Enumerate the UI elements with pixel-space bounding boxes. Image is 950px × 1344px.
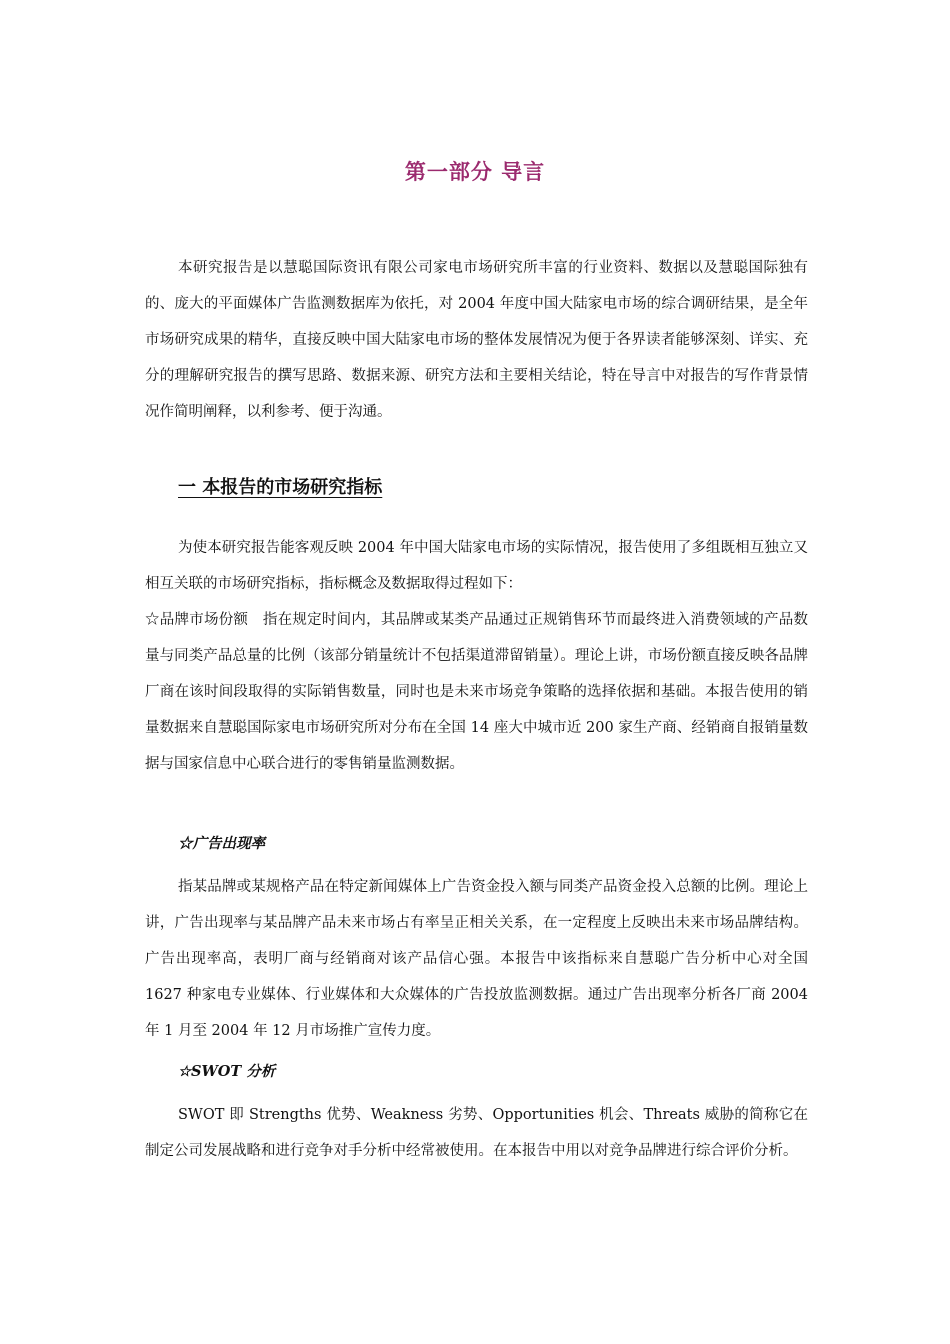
section-heading: 一 本报告的市场研究指标 — [178, 477, 383, 498]
ad-rate-paragraph: 指某品牌或某规格产品在特定新闻媒体上广告资金投入额与同类产品资金投入总额的比例。理论上讲，广告出现率与某品牌产品未来市场占有率呈正相关关系，在一定程度上反映出未来市场品牌结构。广告出现率高，表明厂商与经销商对该产品信心强。本报告中该指标来自慧聪广告分析中心对全国 1627 种家电专业媒体、行业媒体和大众媒体的广告投放监测数据。通过广告出现率分析各厂商 2004 年 1 月至 2004 年 12 月市场推广宣传力度。 — [145, 879, 808, 1039]
swot-paragraph: SWOT 即 Strengths 优势、Weakness 劣势、Opportunities 机会、Threats 威胁的简称它在制定公司发展战略和进行竞争对手分析中经常被使用。在本报告中用以对竞争品牌进行综合评价分析。 — [145, 1107, 808, 1159]
ad-rate-heading: ☆广告出现率 — [178, 835, 265, 852]
brand-share-paragraph — [145, 602, 808, 782]
part-title: 第一部分 导言 — [404, 160, 546, 184]
intro-paragraph: 本研究报告是以慧聪国际资讯有限公司家电市场研究所丰富的行业资料、数据以及慧聪国际独有的、庞大的平面媒体广告监测数据库为依托，对 2004 年度中国大陆家电市场的综合调研结果，是全年市场研究成果的精华，直接反映中国大陆家电市场的整体发展情况为便于各界读者能够深刻、详实、充分的理解研究报告的撰写思路、数据来源、研究方法和主要相关结论，特在导言中对报告的写作背景情况作简明阐释，以利参考、便于沟通。 — [145, 260, 808, 420]
swot-heading: ☆SWOT 分析 — [178, 1063, 276, 1080]
brand-share-term: ☆品牌市场份额 — [145, 612, 249, 628]
brand-share-definition: 指在规定时间内，其品牌或某类产品通过正规销售环节而最终进入消费领域的产品数量与同类产品总量的比例（该部分销量统计不包括渠道滞留销量）。理论上讲，市场份额直接反映各品牌厂商在该时间段取得的实际销售数量，同时也是未来市场竞争策略的选择依据和基础。本报告使用的销量数据来自慧聪国际家电市场研究所对分布在全国 14 座大中城市近 200 家生产商、经销商自报销量数据与国家信息中心联合进行的零售销量监测数据。 — [145, 612, 809, 772]
section-intro-paragraph: 为使本研究报告能客观反映 2004 年中国大陆家电市场的实际情况，报告使用了多组既相互独立又相互关联的市场研究指标，指标概念及数据取得过程如下： — [145, 540, 808, 592]
